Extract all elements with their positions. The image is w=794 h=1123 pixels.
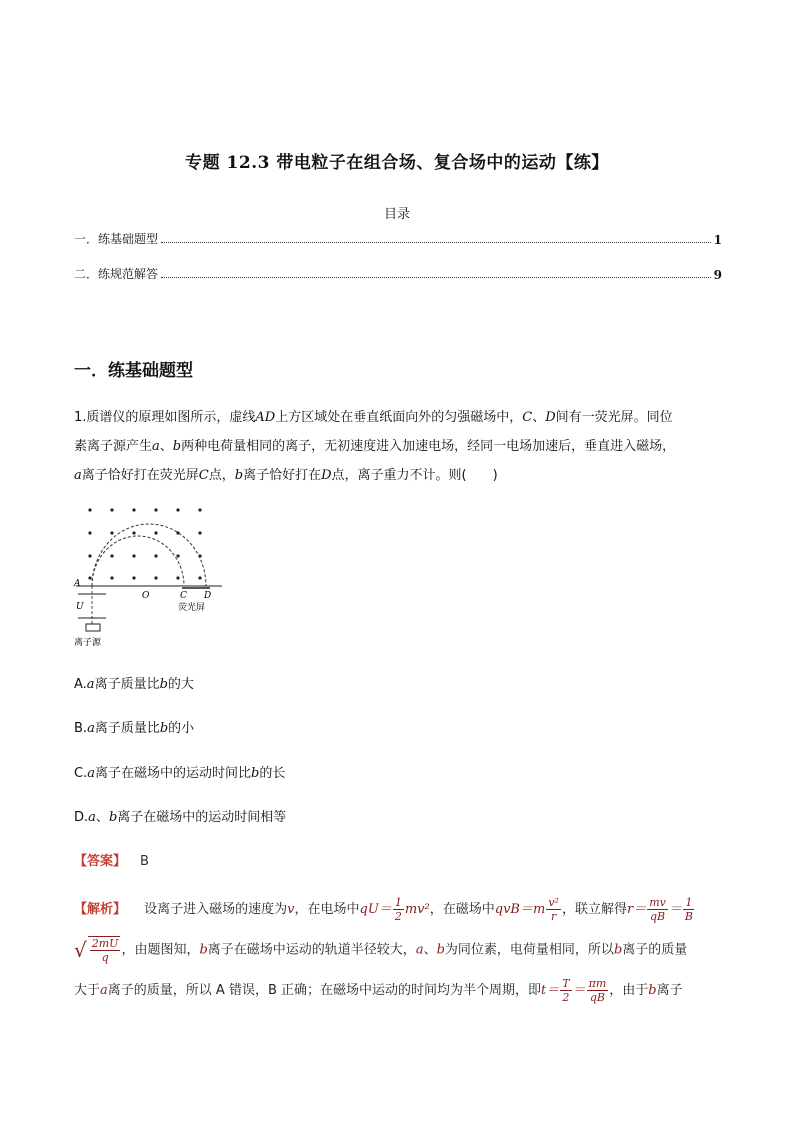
toc-leader-dots <box>161 276 711 278</box>
analysis-block <box>74 886 722 1015</box>
question-line: a离子恰好打在荧光屏C点，b离子恰好打在D点，离子重力不计。则( ) <box>74 468 498 483</box>
label-O: O <box>142 591 150 601</box>
answer-label: 【答案】 <box>74 854 127 869</box>
option-C[interactable]: C.a离子在磁场中的运动时间比b的长 <box>74 766 286 781</box>
toc-heading: 目录 <box>383 207 410 222</box>
question-stem <box>74 403 722 490</box>
toc-entry-label: 一．练基础题型 <box>74 232 159 246</box>
label-C: C <box>180 591 187 601</box>
document-title: 专题 12.3 带电粒子在组合场、复合场中的运动【练】 <box>185 153 609 173</box>
question-line: 1.质谱仪的原理如图所示，虚线AD上方区域处在垂直纸面向外的匀强磁场中，C、D间有一荧光屏。同位 <box>74 410 673 425</box>
toc-entry-page: 9 <box>713 268 722 282</box>
ion-source-box <box>86 624 100 631</box>
analysis-line: 大于a离子的质量，所以 A 错误，B 正确；在磁场中运动的时间均为半个周期，即t＝ $\frac{T}{2}$ ＝ $\frac{\pi m}{qB}$ ，由于b离子 <box>74 976 683 1004</box>
answer-value: B <box>140 854 149 869</box>
analysis-line: √ $\frac{2mU}{q}$ ，由题图知，b离子在磁场中运动的轨道半径较大，a、b为同位素，电荷量相同，所以b离子的质量 <box>74 937 688 964</box>
label-U: U <box>76 602 84 612</box>
toc-entry-label: 二．练规范解答 <box>74 267 159 281</box>
toc-entry[interactable] <box>74 264 722 282</box>
analysis-label: 【解析】 <box>74 902 127 917</box>
label-D: D <box>204 591 212 601</box>
option-A[interactable]: A.a离子质量比b的大 <box>74 677 194 692</box>
option-D[interactable]: D.a、b离子在磁场中的运动时间相等 <box>74 810 287 825</box>
trajectory-a <box>92 536 184 586</box>
label-A: A <box>74 579 81 589</box>
toc-entry-page: 1 <box>713 233 722 247</box>
screen-label: 荧光屏 <box>178 603 206 613</box>
ion-source-label: 离子源 <box>74 638 102 648</box>
question-line: 素离子源产生a、b两种电荷量相同的离子，无初速度进入加速电场，经同一电场加速后，垂直进入磁场， <box>74 439 676 454</box>
mass-spectrometer-figure <box>72 500 232 650</box>
analysis-line: 【解析】 设离子进入磁场的速度为v，在电场中qU＝ $\frac{1}{2}$ mv²，在磁场中qvB＝m $\frac{\text{v²}}{r}$ ，联立解得r＝ $\frac{mv}{qB}$ ＝ $\frac{1}{B}$ <box>74 896 693 923</box>
option-B[interactable]: B.a离子质量比b的小 <box>74 721 195 736</box>
magnetic-field-dots <box>88 508 201 579</box>
section-heading: 一．练基础题型 <box>74 361 193 381</box>
answer-row <box>74 850 149 869</box>
toc-leader-dots <box>161 241 711 243</box>
toc-entry[interactable] <box>74 229 722 247</box>
trajectory-b <box>92 524 206 586</box>
